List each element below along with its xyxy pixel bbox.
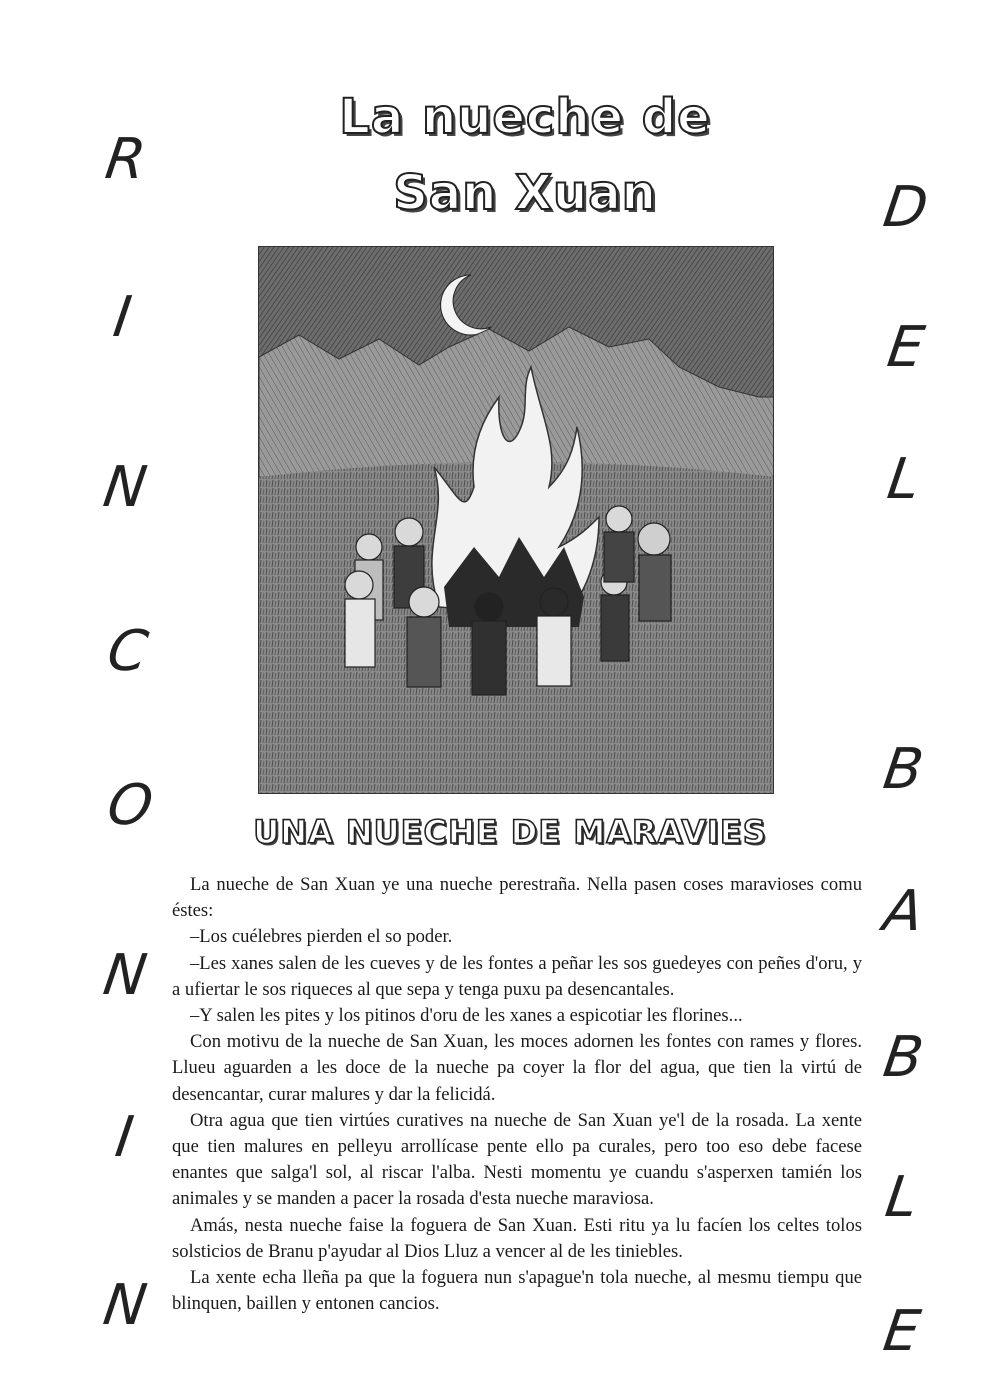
side-letter-right-1: D <box>879 175 932 240</box>
side-letter-right-4: B <box>879 737 928 802</box>
side-letter-left-3: N <box>99 455 151 520</box>
paragraph-flor-del-agua: Con motivu de la nueche de San Xuan, les moces adornen les fontes con rames y flores. Llueu aguarden a les doce de la nueche pa coyer la flor del agua, que tien la virtú de desencantar, curar malures y dar la felicidá. <box>172 1031 862 1105</box>
side-letter-left-4: C <box>103 619 152 684</box>
side-letter-left-1: R <box>101 127 150 192</box>
side-letter-left-5: O <box>103 773 157 838</box>
side-letter-right-5: A <box>879 879 927 944</box>
side-letter-right-2: E <box>883 315 929 380</box>
side-letter-right-3: L <box>883 447 924 512</box>
section-subtitle: UNA NUECHE DE MARAVIES <box>253 813 767 851</box>
side-letter-right-6: B <box>879 1025 928 1090</box>
paragraph-foguera: Amás, nesta nueche faise la foguera de San Xuan. Esti ritu ya lu facíen los celtes tolos solsticios de Branu p'ayudar al Dios Lluz a vencer al de les tiniebles. <box>172 1214 862 1262</box>
side-letter-left-7: I <box>111 1105 138 1170</box>
page-title-line-2: San Xuan <box>393 165 657 221</box>
side-letter-left-8: N <box>99 1273 151 1338</box>
paragraph-closing: La xente echa lleña pa que la foguera nun s'apague'n tola nueche, al mesmu tiempu que blinquen, baillen y entonen cancios. <box>172 1267 862 1315</box>
page-title-line-1: La nueche de <box>339 89 711 145</box>
side-letter-left-6: N <box>99 943 151 1008</box>
paragraph-intro: La nueche de San Xuan ye una nueche perestraña. Nella pasen coses maravioses comu éstes: <box>172 874 862 922</box>
paragraph-list-item-2: –Les xanes salen de les cueves y de les fontes a peñar les sos guedeyes con peñes d'oru, y a ufiertar le sos riqueces al que sepa y tenga puxu pa desencantales. <box>172 952 862 1000</box>
side-letter-left-2: I <box>109 285 136 350</box>
bonfire-illustration <box>258 246 774 794</box>
article-body <box>172 872 862 1317</box>
paragraph-rosada: Otra agua que tien virtúes curatives na nueche de San Xuan ye'l de la rosada. La xente que tien malures en pelleyu arrollícase pente ello pa curales, pero too eso debe facese enantes que salga'l sol, al riscar l'alba. Nesti momentu ye cuandu s'asperxen tamién los animales y se manden a pacer la rosada d'esta nueche maraviosa. <box>172 1109 862 1210</box>
side-letter-right-8: E <box>879 1299 925 1364</box>
side-letter-right-7: L <box>881 1165 922 1230</box>
paragraph-list-item-3: –Y salen les pites y los pitinos d'oru de les xanes a espicotiar les florines... <box>190 1005 743 1027</box>
paragraph-list-item-1: –Los cuélebres pierden el so poder. <box>190 926 453 948</box>
bonfire-drawing-icon <box>259 247 774 794</box>
